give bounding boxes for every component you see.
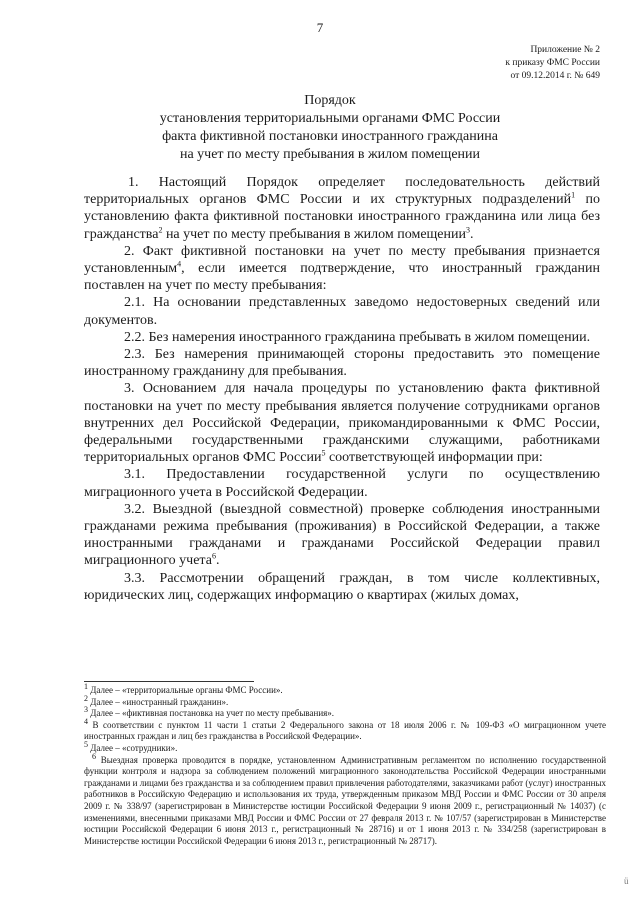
footnote-mark: 2: [84, 693, 88, 703]
paragraph-text: 2. Факт фиктивной постановки на учет по месту пребывания признается установленным: [84, 243, 600, 277]
paragraph-text: 3.2. Выездной (выездной совместной) проверке соблюдения иностранными гражданами режима пребывания (проживания) в Российской Федерации, а также иностранными гражданами и гражданами Российской Федерации правил миграционного учета: [84, 501, 600, 569]
paragraph-1: [84, 174, 600, 243]
paragraph-2: [84, 243, 600, 295]
footnote-text: Далее – «территориальные органы ФМС России».: [90, 685, 283, 695]
footnote-2: [84, 693, 606, 709]
paragraph-text: соответствующей информации при:: [325, 450, 543, 466]
paragraph-3: [84, 380, 600, 466]
footnote-text: «О миграционном учете иностранных граждан и лиц без гражданства в Российской Федерации».: [84, 719, 607, 742]
footnote-5: [84, 739, 606, 755]
footnote-mark: 1: [84, 682, 88, 691]
footnote-text: Выездная проверка проводится в порядке, установленном Административным регламентом по исполнению государственной функции контроля и надзора за соблюдением положений миграционного законодательства Российской Федерации иностранными гражданами и лицами без гражданства и за соблюдением правил привлечения работодателями, заказчиками работ (услуг) иностранных работников в Российскую Федерацию и использования их труда, утвержденным приказом МВД России и ФМС России от 30 апреля 2009 г. № 338/97 (зарегистрирован в Министерстве юстиции Российской Федерации 9 июня 2009 г., регистрационный № 14037) (с изменениями, внесенными приказами МВД России и ФМС России от 27 февраля 2013 г. № 107/57 (зарегистрирован в Министерстве юстиции Российской Федерации 6 июня 2013 г., регистрационный № 28716) и от 1 июня 2013 г. № 334/258 (зарегистрирован в Министерстве юстиции Российской Федерации 6 июня 2013 г., регистрационный № 28717).: [84, 754, 607, 846]
paragraph-3-2: [84, 501, 600, 570]
paragraph-text: 3. Основанием для начала процедуры по установлению факта фиктивной постановки на учет по месту пребывания является получение сотрудниками органов внутренних дел Российской Федерации, прикомандированными к ФМС России, федеральными государственными гражданскими служащими, работниками территориальных органов ФМС России: [84, 381, 600, 466]
footnote-4: [84, 716, 607, 743]
title-line-2: установления территориальными органами ФМС России: [159, 111, 501, 126]
footnotes: [84, 682, 607, 847]
title-line-4: на учет по месту пребывания в жилом помещении: [179, 147, 481, 162]
footnote-text: Далее – «сотрудники».: [90, 742, 178, 753]
footnote-ref: 6: [211, 551, 216, 561]
footnote-text: В соответствии с пунктом 11 части 1 статьи 2 Федерального закона от 18 июля 2006 г. № 109-ФЗ: [92, 719, 505, 730]
appendix-order-line: к приказу ФМС России: [505, 58, 600, 68]
footnote-mark: 5: [84, 739, 88, 749]
paragraph-text: .: [215, 553, 220, 569]
footnote-ref: 5: [321, 448, 326, 458]
appendix-date-line: от 09.12.2014 г. № 649: [510, 71, 600, 81]
footnote-mark: 3: [84, 705, 88, 715]
edge-mark: ü: [624, 876, 629, 886]
footnote-mark: 6: [92, 751, 96, 761]
paragraph-2-3: 2.3. Без намерения принимающей стороны предоставить это помещение иностранному гражданину для пребывания.: [84, 347, 600, 380]
title-line-3: факта фиктивной постановки иностранного гражданина: [162, 129, 498, 144]
paragraph-text: .: [470, 226, 474, 242]
paragraph-3-1: 3.1. Предоставлении государственной услуги по осуществлению миграционного учета в Российской Федерации.: [84, 467, 600, 500]
title-line-1: Порядок: [304, 93, 356, 108]
paragraph-2-2: 2.2. Без намерения иностранного гражданина пребывать в жилом помещении.: [124, 329, 591, 345]
appendix-header: [505, 44, 600, 83]
footnote-ref: 3: [466, 224, 471, 234]
document-body: [84, 174, 600, 604]
paragraph-text: на учет по месту пребывания в жилом помещении: [162, 226, 467, 242]
footnote-ref: 4: [177, 259, 182, 269]
footnote-ref: 2: [158, 224, 163, 234]
paragraph-text: , если имеется подтверждение, что иностранный гражданин поставлен на учет по месту пребывания:: [84, 261, 600, 294]
footnote-1: [84, 682, 606, 697]
footnote-mark: 4: [84, 716, 88, 726]
page-number: 7: [316, 20, 324, 35]
footnote-text: Далее – «фиктивная постановка на учет по месту пребывания».: [90, 708, 335, 719]
paragraph-3-3: 3.3. Рассмотрении обращений граждан, в том числе коллективных, юридических лиц, содержащих информацию о квартирах (жилых домах,: [84, 570, 600, 603]
footnote-ref: 1: [571, 190, 576, 200]
footnote-divider: [84, 681, 254, 682]
document-title: [80, 92, 580, 164]
paragraph-text: по установлению факта фиктивной постановки иностранного гражданина или лица без гражданства: [84, 192, 600, 242]
appendix-line: Приложение № 2: [530, 45, 600, 55]
footnote-3: [84, 705, 606, 720]
paragraph-text: 1. Настоящий Порядок определяет последовательность действий территориальных органов ФМС России и их структурных подразделений: [84, 175, 600, 208]
paragraph-2-1: 2.1. На основании представленных заведомо недостоверных сведений или документов.: [84, 295, 600, 328]
footnote-text: Далее – «иностранный гражданин».: [90, 696, 229, 707]
footnote-6: [84, 751, 607, 848]
